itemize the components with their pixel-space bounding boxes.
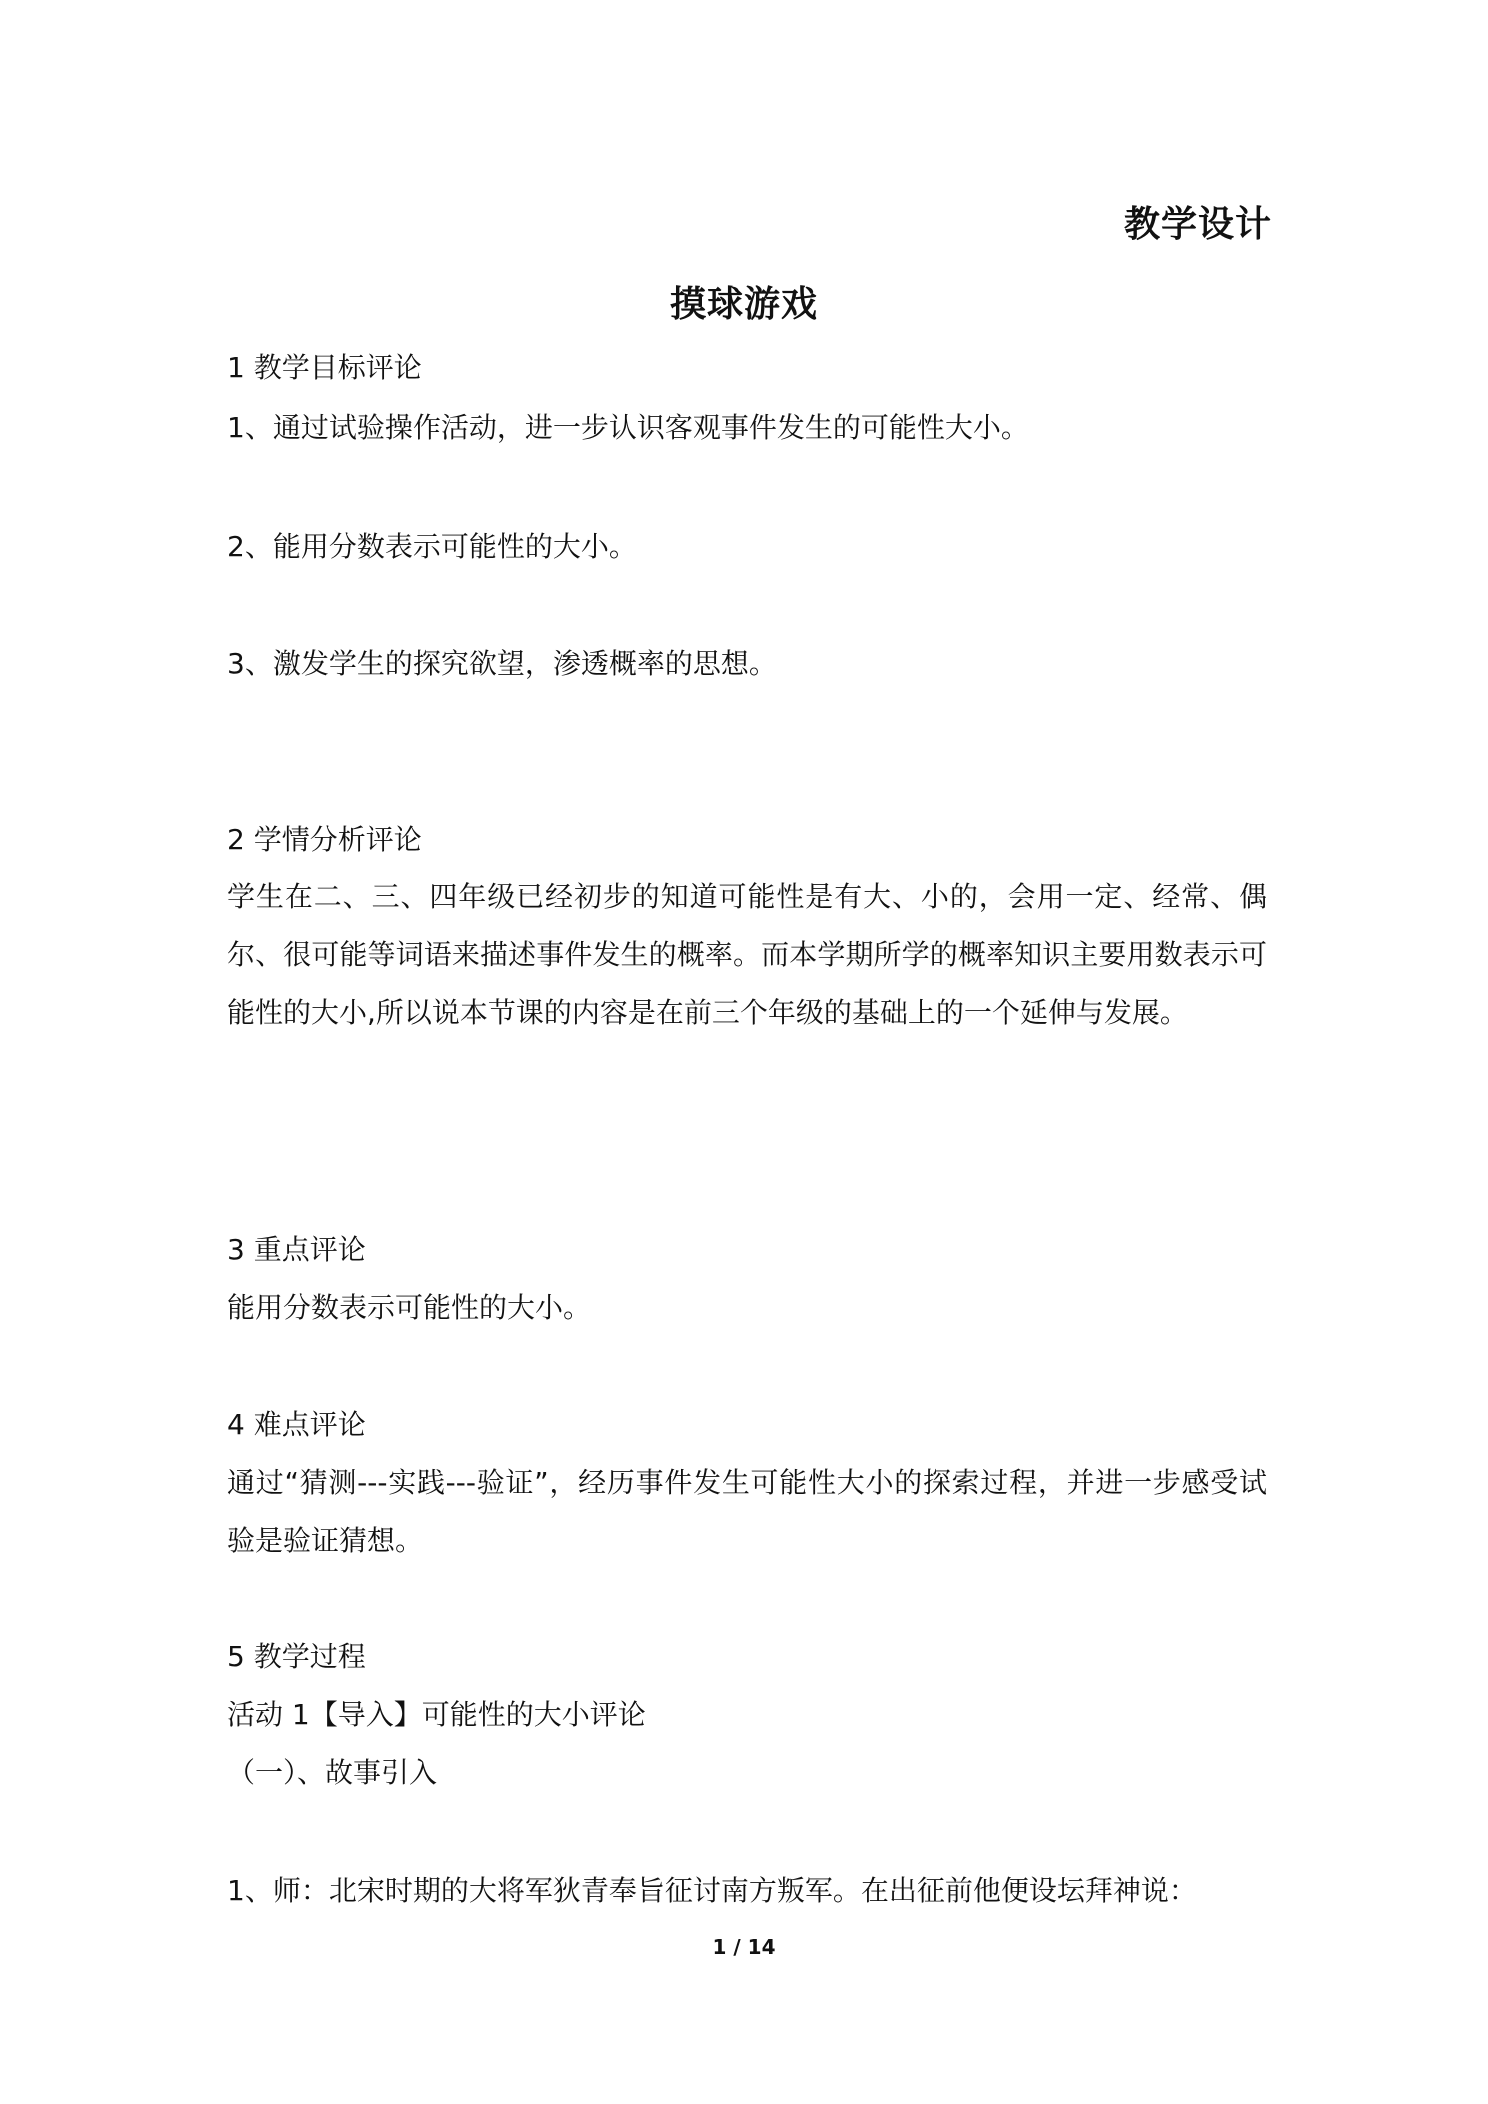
section-heading-difficulty: 4 难点评论: [227, 1408, 366, 1441]
document-title: 教学设计: [1123, 204, 1272, 245]
subsection-title: （一）、故事引入: [227, 1756, 438, 1789]
section-heading-analysis: 2 学情分析评论: [227, 823, 422, 856]
keypoint-text: 能用分数表示可能性的大小。: [227, 1291, 592, 1324]
goal-item-2: 2、能用分数表示可能性的大小。: [227, 530, 637, 563]
section-heading-process: 5 教学过程: [227, 1640, 366, 1673]
page-number: 1 / 14: [712, 1935, 776, 1959]
analysis-paragraph: 学生在二、三、四年级已经初步的知道可能性是有大、小的，会用一定、经常、偶尔、很可能等词语来描述事件发生的概率。而本学期所学的概率知识主要用数表示可能性的大小,所以说本节课的内容是在前三个年级的基础上的一个延伸与发展。: [227, 880, 1267, 1029]
process-line-1: 1、师：北宋时期的大将军狄青奉旨征讨南方叛军。在出征前他便设坛拜神说：: [227, 1874, 1197, 1907]
section-heading-keypoint: 3 重点评论: [227, 1233, 366, 1266]
document-subtitle: 摸球游戏: [669, 284, 818, 325]
goal-item-1: 1、通过试验操作活动，进一步认识客观事件发生的可能性大小。: [227, 411, 1029, 444]
difficulty-paragraph: 通过“猜测---实践---验证”，经历事件发生可能性大小的探索过程，并进一步感受试验是验证猜想。: [227, 1466, 1267, 1557]
goal-item-3: 3、激发学生的探究欲望，渗透概率的思想。: [227, 647, 777, 680]
activity-title: 活动 1【导入】可能性的大小评论: [227, 1698, 646, 1731]
section-heading-goals: 1 教学目标评论: [227, 351, 422, 384]
